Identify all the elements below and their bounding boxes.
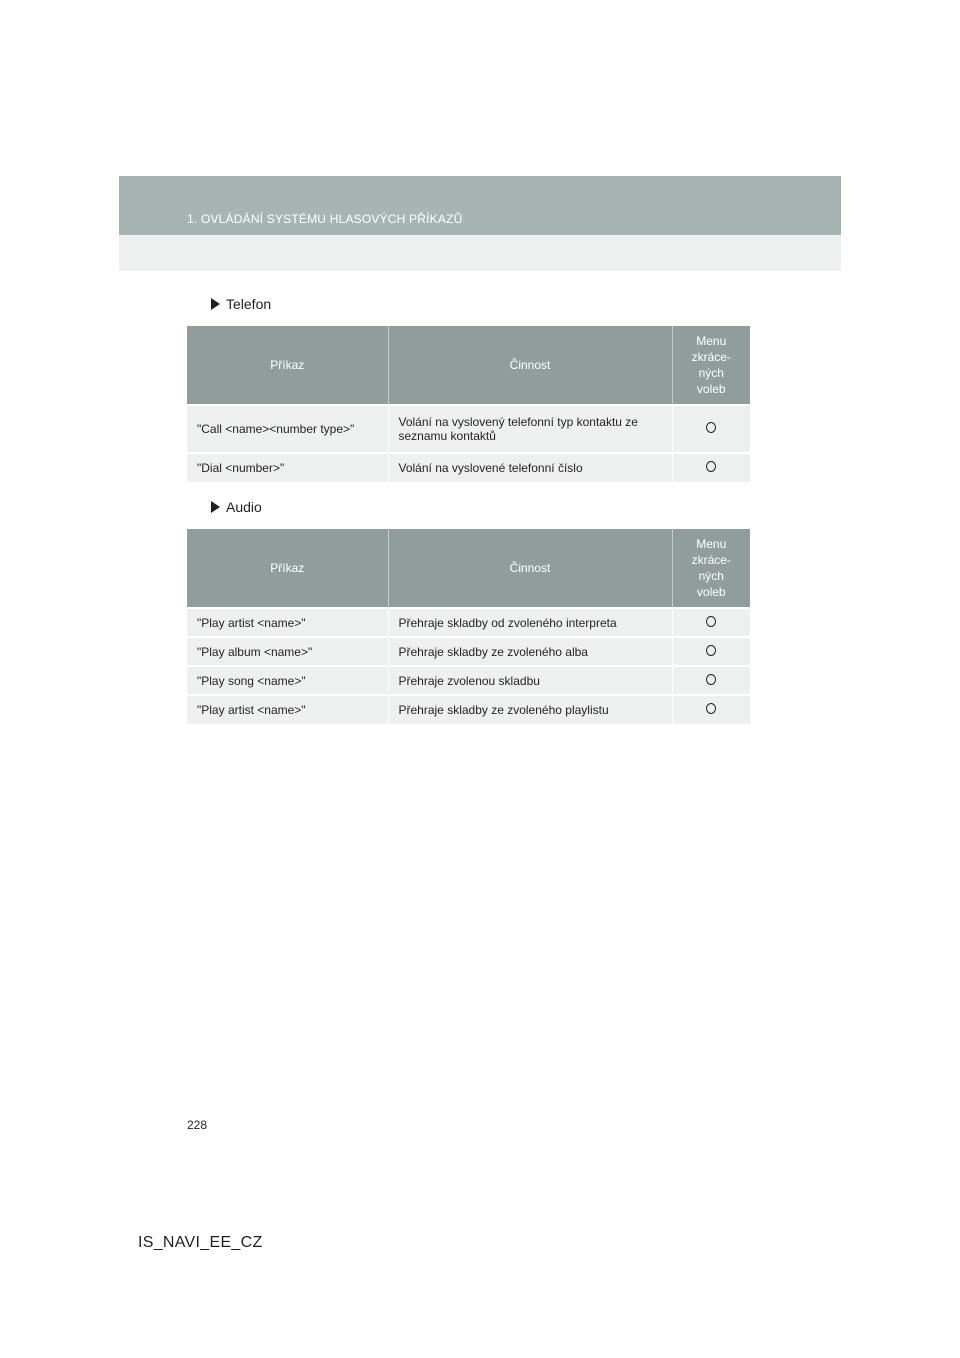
shortcut-cell [672,608,750,637]
table-header-row [187,326,750,405]
page-number: 228 [187,1118,208,1132]
triangle-bullet-icon [211,298,220,310]
table-row [187,453,750,482]
circle-mark-icon [706,461,716,472]
shortcut-cell [672,637,750,666]
section-heading-telefon [211,296,271,312]
column-header-action: Činnost [388,529,672,608]
document-code: IS_NAVI_EE_CZ [138,1234,263,1251]
column-header-shortcut: Menu zkráce-ných voleb [672,529,750,608]
table-header-row [187,529,750,608]
column-header-action: Činnost [388,326,672,405]
command-cell: "Play artist <name>" [187,608,388,637]
action-cell: Přehraje skladby ze zvoleného playlistu [388,695,672,724]
action-cell: Přehraje skladby od zvoleného interpreta [388,608,672,637]
header-subband [119,235,841,271]
telefon-command-table [187,326,750,482]
section-heading-audio [211,499,262,515]
circle-mark-icon [706,616,716,627]
table-row [187,637,750,666]
triangle-bullet-icon [211,501,220,513]
action-cell: Volání na vyslovený telefonní typ kontaktu ze seznamu kontaktů [388,405,672,453]
command-cell: "Dial <number>" [187,453,388,482]
command-cell: "Play song <name>" [187,666,388,695]
table-row [187,666,750,695]
command-cell: "Call <name><number type>" [187,405,388,453]
circle-mark-icon [706,645,716,656]
circle-mark-icon [706,422,716,433]
table-row [187,695,750,724]
audio-command-table [187,529,750,724]
action-cell: Přehraje skladby ze zvoleného alba [388,637,672,666]
header-band [119,176,841,235]
circle-mark-icon [706,674,716,685]
shortcut-cell [672,666,750,695]
section-title: Telefon [226,296,272,312]
circle-mark-icon [706,703,716,714]
shortcut-cell [672,695,750,724]
action-cell: Volání na vyslovené telefonní číslo [388,453,672,482]
column-header-command: Příkaz [187,326,388,405]
column-header-shortcut: Menu zkráce-ných voleb [672,326,750,405]
column-header-command: Příkaz [187,529,388,608]
shortcut-cell [672,405,750,453]
shortcut-cell [672,453,750,482]
table-row [187,405,750,453]
command-cell: "Play album <name>" [187,637,388,666]
command-cell: "Play artist <name>" [187,695,388,724]
section-title: Audio [226,499,262,515]
table-row [187,608,750,637]
chapter-title: 1. OVLÁDÁNÍ SYSTÉMU HLASOVÝCH PŘÍKAZŮ [187,212,463,226]
action-cell: Přehraje zvolenou skladbu [388,666,672,695]
